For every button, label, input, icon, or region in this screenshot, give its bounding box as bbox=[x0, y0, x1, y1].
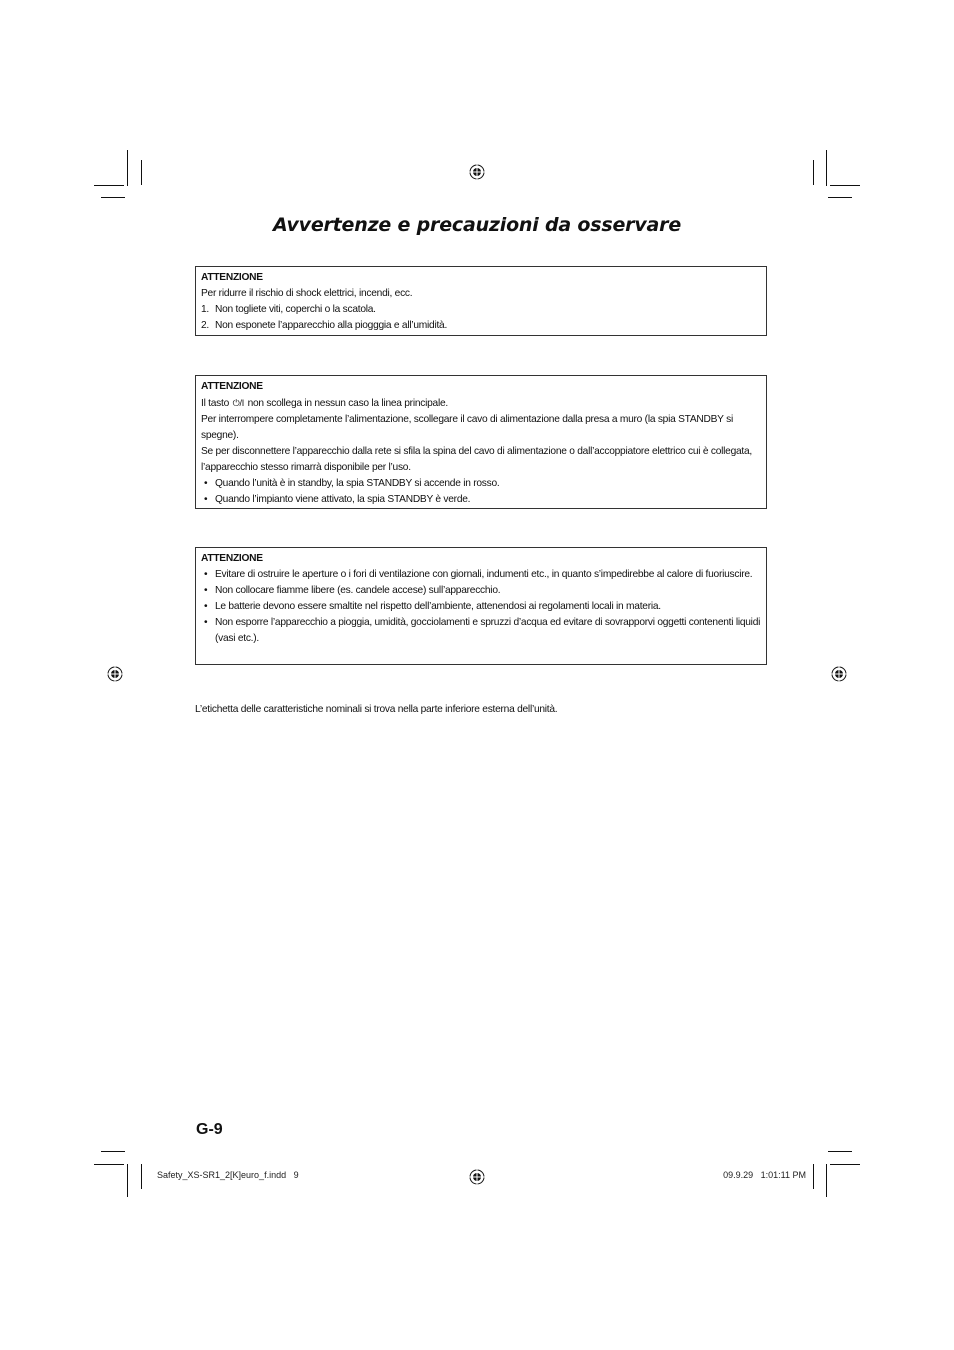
list-number: 2. bbox=[201, 320, 209, 331]
crop-mark bbox=[141, 1164, 142, 1189]
power-note-start: Il tasto bbox=[201, 398, 230, 409]
crop-mark bbox=[127, 150, 128, 186]
list-item-text: Non esponete l’apparecchio alla piogggia e all’umidità. bbox=[215, 320, 448, 331]
list-item bbox=[201, 492, 761, 508]
list-item-text: Non collocare fiamme libere (es. candele accese) sull’apparecchio. bbox=[215, 585, 501, 596]
bullet-icon: • bbox=[204, 494, 208, 505]
footer-file-name: Safety_XS-SR1_2[K]euro_f.indd 9 bbox=[157, 1170, 299, 1180]
list-item bbox=[201, 599, 761, 615]
bullet-list bbox=[201, 567, 761, 647]
list-item bbox=[201, 476, 761, 492]
warning-box-shock bbox=[195, 266, 767, 336]
crop-mark bbox=[127, 1164, 128, 1197]
list-item bbox=[201, 318, 761, 334]
crop-mark bbox=[813, 160, 814, 185]
list-item-text: Non esporre l’apparecchio a pioggia, umidità, gocciolamenti e spruzzi d’acqua ed evitare di sovrapporvi oggetti contenenti liquidi (vasi etc.). bbox=[215, 617, 761, 644]
registration-mark-icon bbox=[469, 1169, 485, 1185]
registration-mark-icon bbox=[831, 666, 847, 682]
list-item bbox=[201, 302, 761, 318]
page-title: Avvertenze e precauzioni da osservare bbox=[272, 214, 682, 236]
numbered-list bbox=[201, 302, 761, 334]
crop-mark bbox=[828, 1151, 852, 1152]
crop-mark bbox=[813, 1164, 814, 1189]
warning-box-ventilation bbox=[195, 547, 767, 665]
bullet-icon: • bbox=[204, 478, 208, 489]
crop-mark bbox=[94, 1164, 124, 1165]
list-item bbox=[201, 567, 761, 583]
bullet-icon: • bbox=[204, 585, 208, 596]
list-item bbox=[201, 615, 761, 647]
list-item bbox=[201, 583, 761, 599]
crop-mark bbox=[94, 185, 124, 186]
warning-heading: ATTENZIONE bbox=[201, 272, 263, 283]
list-item-text: Evitare di ostruire le aperture o i fori di ventilazione con giornali, indumenti etc., in quanto s’impedirebbe al calore di fuoriuscire. bbox=[215, 569, 753, 580]
power-note-end: non scollega in nessun caso la linea principale. bbox=[247, 398, 448, 409]
crop-mark bbox=[141, 160, 142, 185]
registration-mark-icon bbox=[469, 164, 485, 180]
warning-box-standby bbox=[195, 375, 767, 509]
registration-mark-icon bbox=[107, 666, 123, 682]
bullet-icon: • bbox=[204, 601, 208, 612]
warning-heading: ATTENZIONE bbox=[201, 381, 263, 392]
warning-paragraph: Se per disconnettere l’apparecchio dalla rete si sfila la spina del cavo di alimentazione o dall’accoppiatore elettrico cui è collegata, l’apparecchio stesso rimarrà disponibile per l’uso. bbox=[201, 446, 752, 473]
page-number: G-9 bbox=[196, 1121, 223, 1138]
list-item-text: Quando l’unità è in standby, la spia STANDBY si accende in rosso. bbox=[215, 478, 500, 489]
list-item-text: Non togliete viti, coperchi o la scatola. bbox=[215, 304, 376, 315]
list-number: 1. bbox=[201, 304, 209, 315]
power-standby-icon: ⏻/I bbox=[232, 398, 244, 408]
footer-timestamp: 09.9.29 1:01:11 PM bbox=[723, 1170, 806, 1180]
bullet-icon: • bbox=[204, 569, 208, 580]
crop-mark bbox=[101, 1151, 125, 1152]
bullet-list bbox=[201, 476, 761, 508]
crop-mark bbox=[826, 150, 827, 186]
crop-mark bbox=[828, 197, 852, 198]
warning-heading: ATTENZIONE bbox=[201, 553, 263, 564]
crop-mark bbox=[101, 197, 125, 198]
warning-paragraph: Per interrompere completamente l’alimentazione, scollegare il cavo di alimentazione dalla presa a muro (la spia STANDBY si spegne). bbox=[201, 414, 733, 441]
warning-intro: Per ridurre il rischio di shock elettrici, incendi, ecc. bbox=[201, 288, 413, 299]
list-item-text: Quando l’impianto viene attivato, la spia STANDBY è verde. bbox=[215, 494, 471, 505]
rating-label-note: L’etichetta delle caratteristiche nominali si trova nella parte inferiore esterna dell’unità. bbox=[195, 704, 558, 715]
crop-mark bbox=[830, 1164, 860, 1165]
power-button-note bbox=[201, 395, 761, 412]
crop-mark bbox=[826, 1164, 827, 1197]
crop-mark bbox=[830, 185, 860, 186]
list-item-text: Le batterie devono essere smaltite nel rispetto dell’ambiente, attenendosi ai regolamenti locali in materia. bbox=[215, 601, 661, 612]
bullet-icon: • bbox=[204, 617, 208, 628]
